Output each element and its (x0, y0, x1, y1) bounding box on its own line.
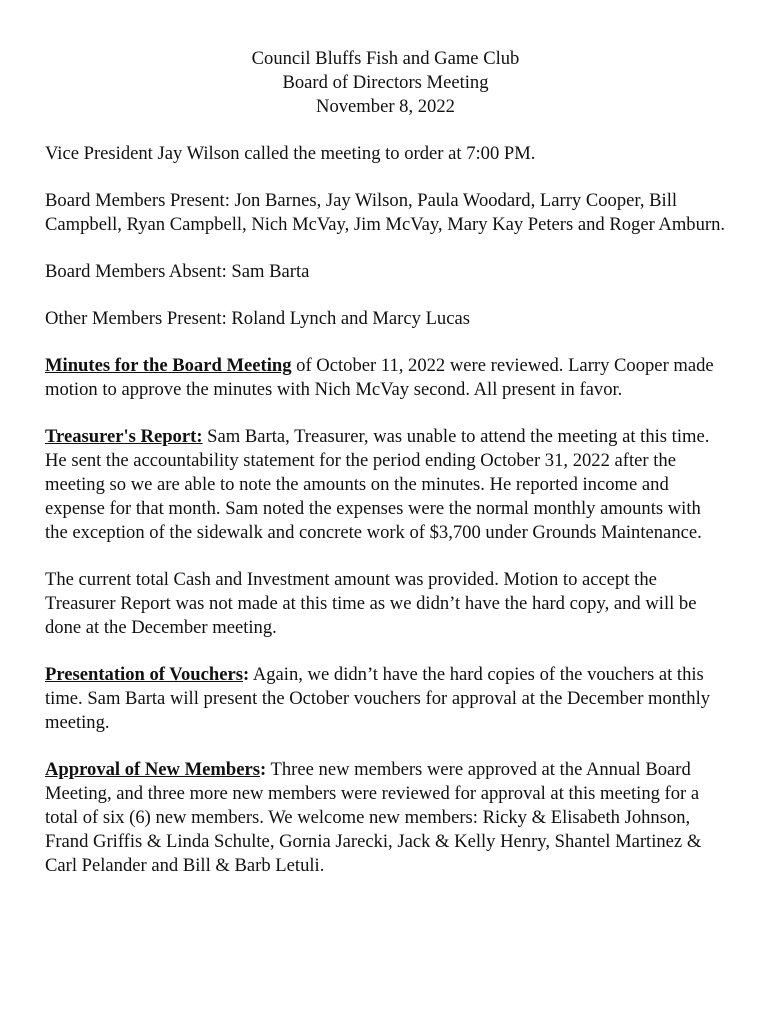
org-name: Council Bluffs Fish and Game Club (251, 48, 520, 69)
vouchers-body: Again, we didn’t have the hard copies of the vouchers at this time. Sam Barta will present the October vouchers for approval at the December monthly meeting. (45, 664, 711, 733)
board-members-absent: Board Members Absent: Sam Barta (45, 261, 310, 282)
meeting-title: Board of Directors Meeting (282, 72, 489, 93)
meeting-date: November 8, 2022 (316, 96, 455, 117)
cash-paragraph: The current total Cash and Investment amount was provided. Motion to accept the Treasurer Report was not made at this time as we didn’t have the hard copy, and will be done at the December meeting. (45, 569, 697, 638)
minutes-heading: Minutes for the Board Meeting (45, 355, 292, 376)
board-members-present: Board Members Present: Jon Barnes, Jay Wilson, Paula Woodard, Larry Cooper, Bill Campbell, Ryan Campbell, Nich McVay, Jim McVay, Mary Kay Peters and Roger Amburn. (45, 190, 726, 235)
other-members-present: Other Members Present: Roland Lynch and Marcy Lucas (45, 308, 470, 329)
new-members-colon: : (260, 759, 267, 780)
treasurer-colon: : (196, 426, 203, 447)
minutes-paragraph (45, 354, 726, 402)
treasurer-heading: Treasurer's Report (45, 426, 197, 447)
vouchers-paragraph (45, 663, 726, 735)
treasurer-paragraph (45, 425, 726, 545)
new-members-heading: Approval of New Members (45, 759, 260, 780)
document-header (45, 47, 726, 119)
treasurer-body: Sam Barta, Treasurer, was unable to attend the meeting at this time. He sent the accountability statement for the period ending October 31, 2022 after the meeting so we are able to note the amounts on the minutes. He reported income and expense for that month. Sam noted the expenses were the normal monthly amounts with the exception of the sidewalk and concrete work of $3,700 under Grounds Maintenance. (45, 426, 710, 543)
call-to-order: Vice President Jay Wilson called the meeting to order at 7:00 PM. (45, 143, 536, 164)
minutes-body: of October 11, 2022 were reviewed. Larry Cooper made motion to approve the minutes with Nich McVay second. All present in favor. (45, 355, 714, 400)
vouchers-colon: : (243, 664, 250, 685)
new-members-body: Three new members were approved at the Annual Board Meeting, and three more new members were reviewed for approval at this meeting for a total of six (6) new members. We welcome new members: Ricky & Elisabeth Johnson, Frand Griffis & Linda Schulte, Gornia Jarecki, Jack & Kelly Henry, Shantel Martinez & Carl Pelander and Bill & Barb Letuli. (45, 759, 702, 876)
new-members-paragraph (45, 758, 726, 878)
vouchers-heading: Presentation of Vouchers (45, 664, 243, 685)
